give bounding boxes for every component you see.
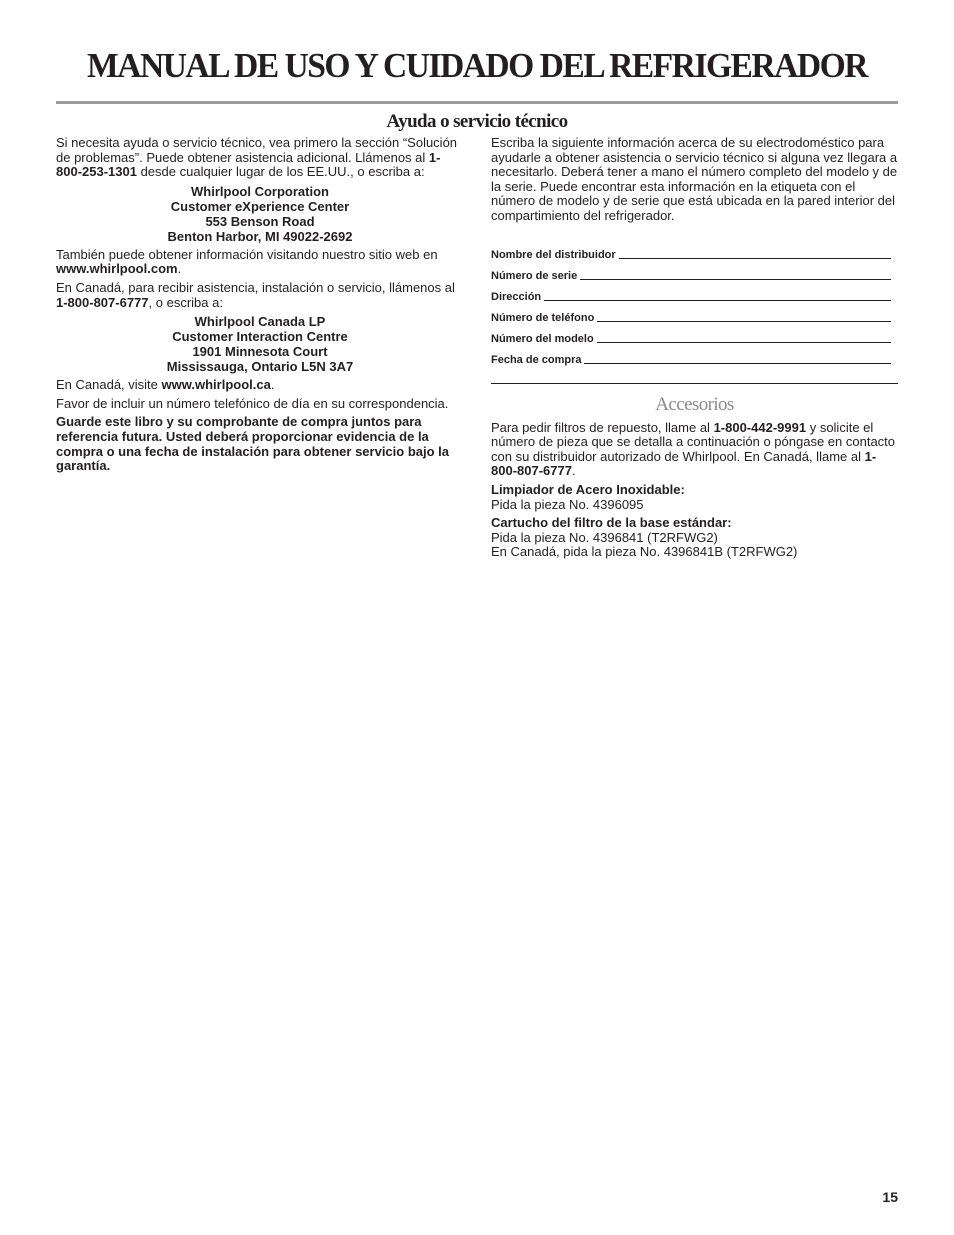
accessory-part-canada: En Canadá, pida la pieza No. 4396841B (T2RFWG2) bbox=[491, 544, 798, 560]
form-label: Número del modelo bbox=[491, 332, 594, 345]
page-title: MANUAL DE USO Y CUIDADO DEL REFRIGERADOR bbox=[87, 46, 867, 85]
record-form bbox=[491, 241, 898, 367]
us-phone: 1-800-253-1301 bbox=[56, 149, 441, 180]
accessory-part: Pida la pieza No. 4396841 (T2RFWG2) bbox=[491, 529, 718, 545]
accessory-name: Cartucho del filtro de la base estándar: bbox=[491, 515, 732, 531]
form-label: Fecha de compra bbox=[491, 353, 582, 366]
web-info: También puede obtener información visitando nuestro sitio web en www.whirlpool.com. bbox=[56, 246, 438, 277]
us-address bbox=[56, 184, 464, 244]
address-line: Whirlpool Corporation bbox=[191, 183, 329, 199]
section-title: Ayuda o servicio técnico bbox=[386, 111, 568, 132]
page-number: 15 bbox=[882, 1189, 898, 1205]
keep-note: Guarde este libro y su comprobante de compra juntos para referencia futura. Usted deberá proporcionar evidencia de la compra o una fecha de instalación para obtener servicio bajo la garantía. bbox=[56, 414, 450, 474]
phone-note: Favor de incluir un número telefónico de día en su correspondencia. bbox=[56, 395, 449, 411]
accessory-name: Limpiador de Acero Inoxidable: bbox=[491, 481, 685, 497]
form-line bbox=[580, 278, 891, 280]
canada-phone: 1-800-807-6777 bbox=[56, 294, 149, 310]
us-website: www.whirlpool.com bbox=[56, 261, 178, 277]
form-line bbox=[619, 257, 891, 259]
address-line: Whirlpool Canada LP bbox=[194, 314, 326, 330]
canada-address bbox=[56, 314, 464, 374]
record-intro: Escriba la siguiente información acerca de su electrodoméstico para ayudarle a obtener asistencia o servicio técnico si alguna vez llegara a necesitarlo. Deberá tener a mano el número completo del modelo y de la serie. Puede encontrar esta información en la etiqueta con el número de modelo y de serie que está ubicada en la pared interior del compartimiento del refrigerador. bbox=[491, 135, 898, 223]
form-line bbox=[597, 320, 891, 322]
accessories-phone-canada: 1-800-807-6777 bbox=[491, 448, 877, 479]
accessories-intro: Para pedir filtros de repuesto, llame al 1-800-442-9991 y solicite el número de pieza que se detalla a continuación o póngase en contacto con su distribuidor autorizado de Whirlpool. En Canadá, llame al 1-800-807-6777. bbox=[491, 419, 896, 479]
accessories-divider bbox=[491, 383, 898, 384]
help-intro: Si necesita ayuda o servicio técnico, vea primero la sección “Solución de problemas”. Puede obtener asistencia adicional. Llámenos al 1-800-253-1301 desde cualquier lugar de los EE.UU., o escriba a: bbox=[56, 135, 458, 180]
accessory-item bbox=[491, 516, 898, 560]
address-line: Customer eXperience Center bbox=[170, 198, 350, 214]
form-label: Nombre del distribuidor bbox=[491, 248, 616, 261]
form-row-telefono bbox=[491, 304, 891, 325]
form-row-serie bbox=[491, 262, 891, 283]
address-line: 1901 Minnesota Court bbox=[192, 344, 328, 360]
canada-website: www.whirlpool.ca bbox=[161, 377, 271, 393]
canada-info: En Canadá, para recibir asistencia, instalación o servicio, llámenos al 1-800-807-6777, o escriba a: bbox=[56, 279, 455, 310]
form-label: Número de serie bbox=[491, 269, 578, 282]
address-line: Benton Harbor, MI 49022-2692 bbox=[167, 228, 353, 244]
form-line bbox=[584, 362, 891, 364]
accessories-title: Accesorios bbox=[655, 393, 734, 415]
address-line: 553 Benson Road bbox=[205, 213, 315, 229]
address-line: Customer Interaction Centre bbox=[172, 329, 348, 345]
form-label: Dirección bbox=[491, 290, 542, 303]
form-row-distribuidor bbox=[491, 241, 891, 262]
title-divider bbox=[56, 101, 898, 104]
form-label: Número de teléfono bbox=[491, 311, 595, 324]
form-line bbox=[544, 299, 891, 301]
canada-web-info: En Canadá, visite www.whirlpool.ca. bbox=[56, 377, 275, 393]
form-row-fecha bbox=[491, 346, 891, 367]
accessories-phone: 1-800-442-9991 bbox=[713, 419, 807, 435]
left-column bbox=[56, 136, 464, 478]
form-row-modelo bbox=[491, 325, 891, 346]
accessory-item bbox=[491, 483, 898, 512]
form-line bbox=[597, 341, 891, 343]
form-row-direccion bbox=[491, 283, 891, 304]
address-line: Mississauga, Ontario L5N 3A7 bbox=[166, 359, 354, 375]
right-column bbox=[491, 136, 898, 564]
accessory-part: Pida la pieza No. 4396095 bbox=[491, 496, 644, 512]
